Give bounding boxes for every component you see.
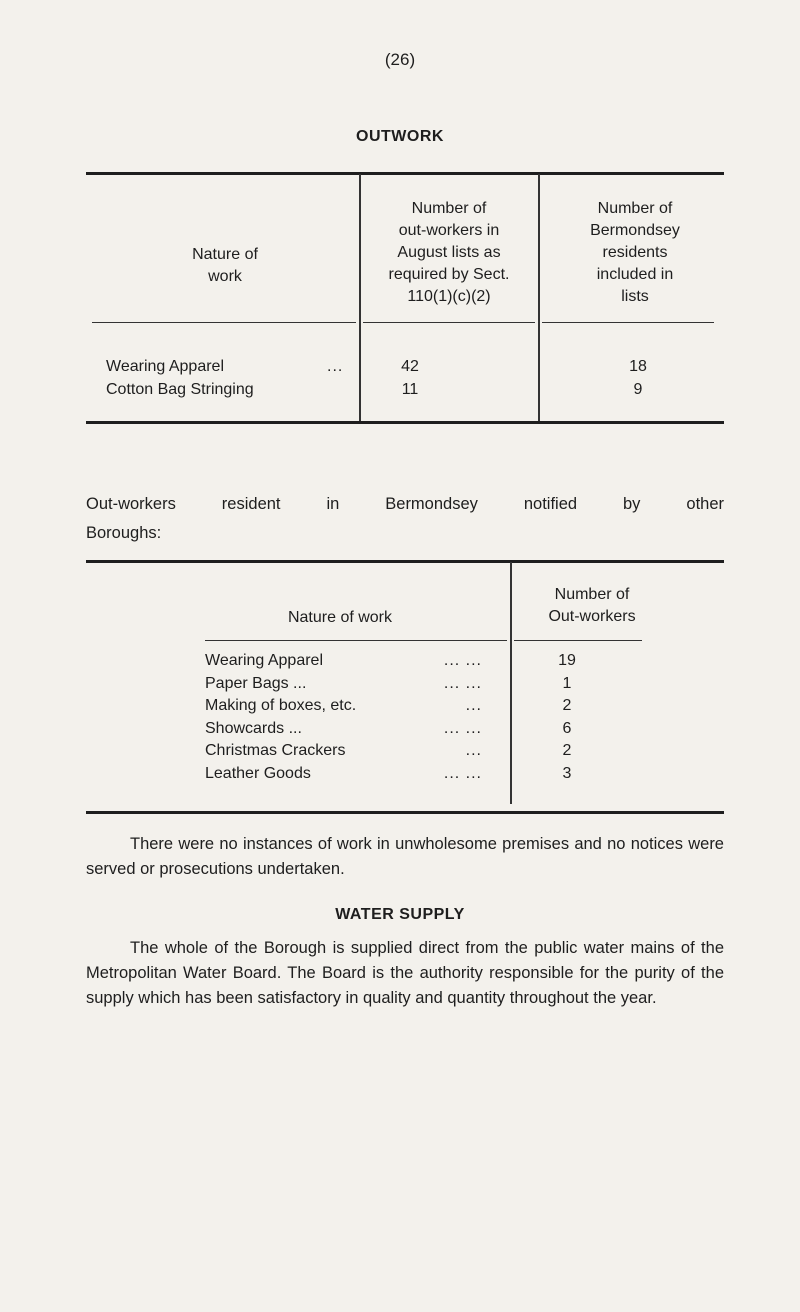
cell-value: 11 <box>401 381 419 398</box>
water-supply-heading: WATER SUPPLY <box>335 906 465 923</box>
intro-text: Out-workers resident in Bermondsey notified by other <box>86 495 724 513</box>
table-row: Wearing Apparel <box>205 652 323 669</box>
cell-value: 18 <box>629 358 647 375</box>
leader-dots: ... ... <box>443 652 482 669</box>
cell-value: 1 <box>562 674 572 692</box>
cell-value: 19 <box>558 652 576 669</box>
table-row: Leather Goods <box>205 765 311 782</box>
leader-dots: ... ... <box>443 765 482 782</box>
header-august-lists: Number of out-workers in August lists as required by Sect. 110(1)(c)(2) <box>388 200 510 305</box>
table-row: Wearing Apparel <box>106 358 224 375</box>
leader-dots: ... <box>465 697 482 715</box>
table-row: Showcards ... <box>205 719 302 737</box>
cell-value: 9 <box>633 381 643 398</box>
cell-value: 3 <box>562 765 572 782</box>
header-nature-of-work: Nature of work <box>287 609 393 626</box>
leader-dots: ... ... <box>443 719 482 737</box>
document-page: (26) OUTWORK Nature of work Number of out-workers in August lists as required by Sect. 110(1)(c)(2) Number of Bermondsey residents included in lists Wearing Apparel ... 42 18 Cotton Bag Stringing 11 9 Out-workers resident in Bermondsey notified by other Boroughs: Nature of work Number of Out-workers Wearing Apparel ... ... 19 Paper Bags ... ... ... 1 Making of boxes, etc. ... 2 Showcards ... ... ... 6 Christmas Crackers ... 2 Leather Goods ... ... 3 There were no instances of work in unwholesome premises and no notices were served or prosecutions undertaken. WATER SUPPLY The whole of the Borough is supplied direct from the public water mains of the Metropolitan Water Board. The Board is the authority responsible for the purity of the supply which has been satisfactory in quality and quantity throughout the year. <box>0 0 800 1312</box>
no-instances-paragraph: There were no instances of work in unwholesome premises and no notices were served or prosecutions undertaken. <box>86 835 724 878</box>
header-bermondsey-residents: Number of Bermondsey residents included in lists <box>590 200 680 305</box>
header-number-of-out-workers: Number of Out-workers <box>548 586 636 625</box>
header-nature-of-work: Nature of work <box>192 246 258 285</box>
table-row: Christmas Crackers <box>205 742 346 760</box>
cell-value: 42 <box>401 358 419 375</box>
water-supply-paragraph: The whole of the Borough is supplied direct from the public water mains of the Metropolitan Water Board. The Board is the authority responsible for the purity of the supply which has been satisfactory in quality and quantity throughout the year. <box>86 939 724 1007</box>
intro-text-end: Boroughs: <box>86 524 162 542</box>
cell-value: 2 <box>562 697 572 715</box>
table-row: Cotton Bag Stringing <box>106 381 254 398</box>
table-row: Making of boxes, etc. <box>205 697 357 715</box>
page-number: (26) <box>384 50 416 69</box>
cell-value: 2 <box>562 742 572 760</box>
leader-dots: ... ... <box>443 674 482 692</box>
outwork-heading: OUTWORK <box>356 128 444 145</box>
cell-value: 6 <box>562 719 572 737</box>
leader-dots: ... <box>465 742 482 760</box>
table-row: Paper Bags ... <box>205 674 307 692</box>
